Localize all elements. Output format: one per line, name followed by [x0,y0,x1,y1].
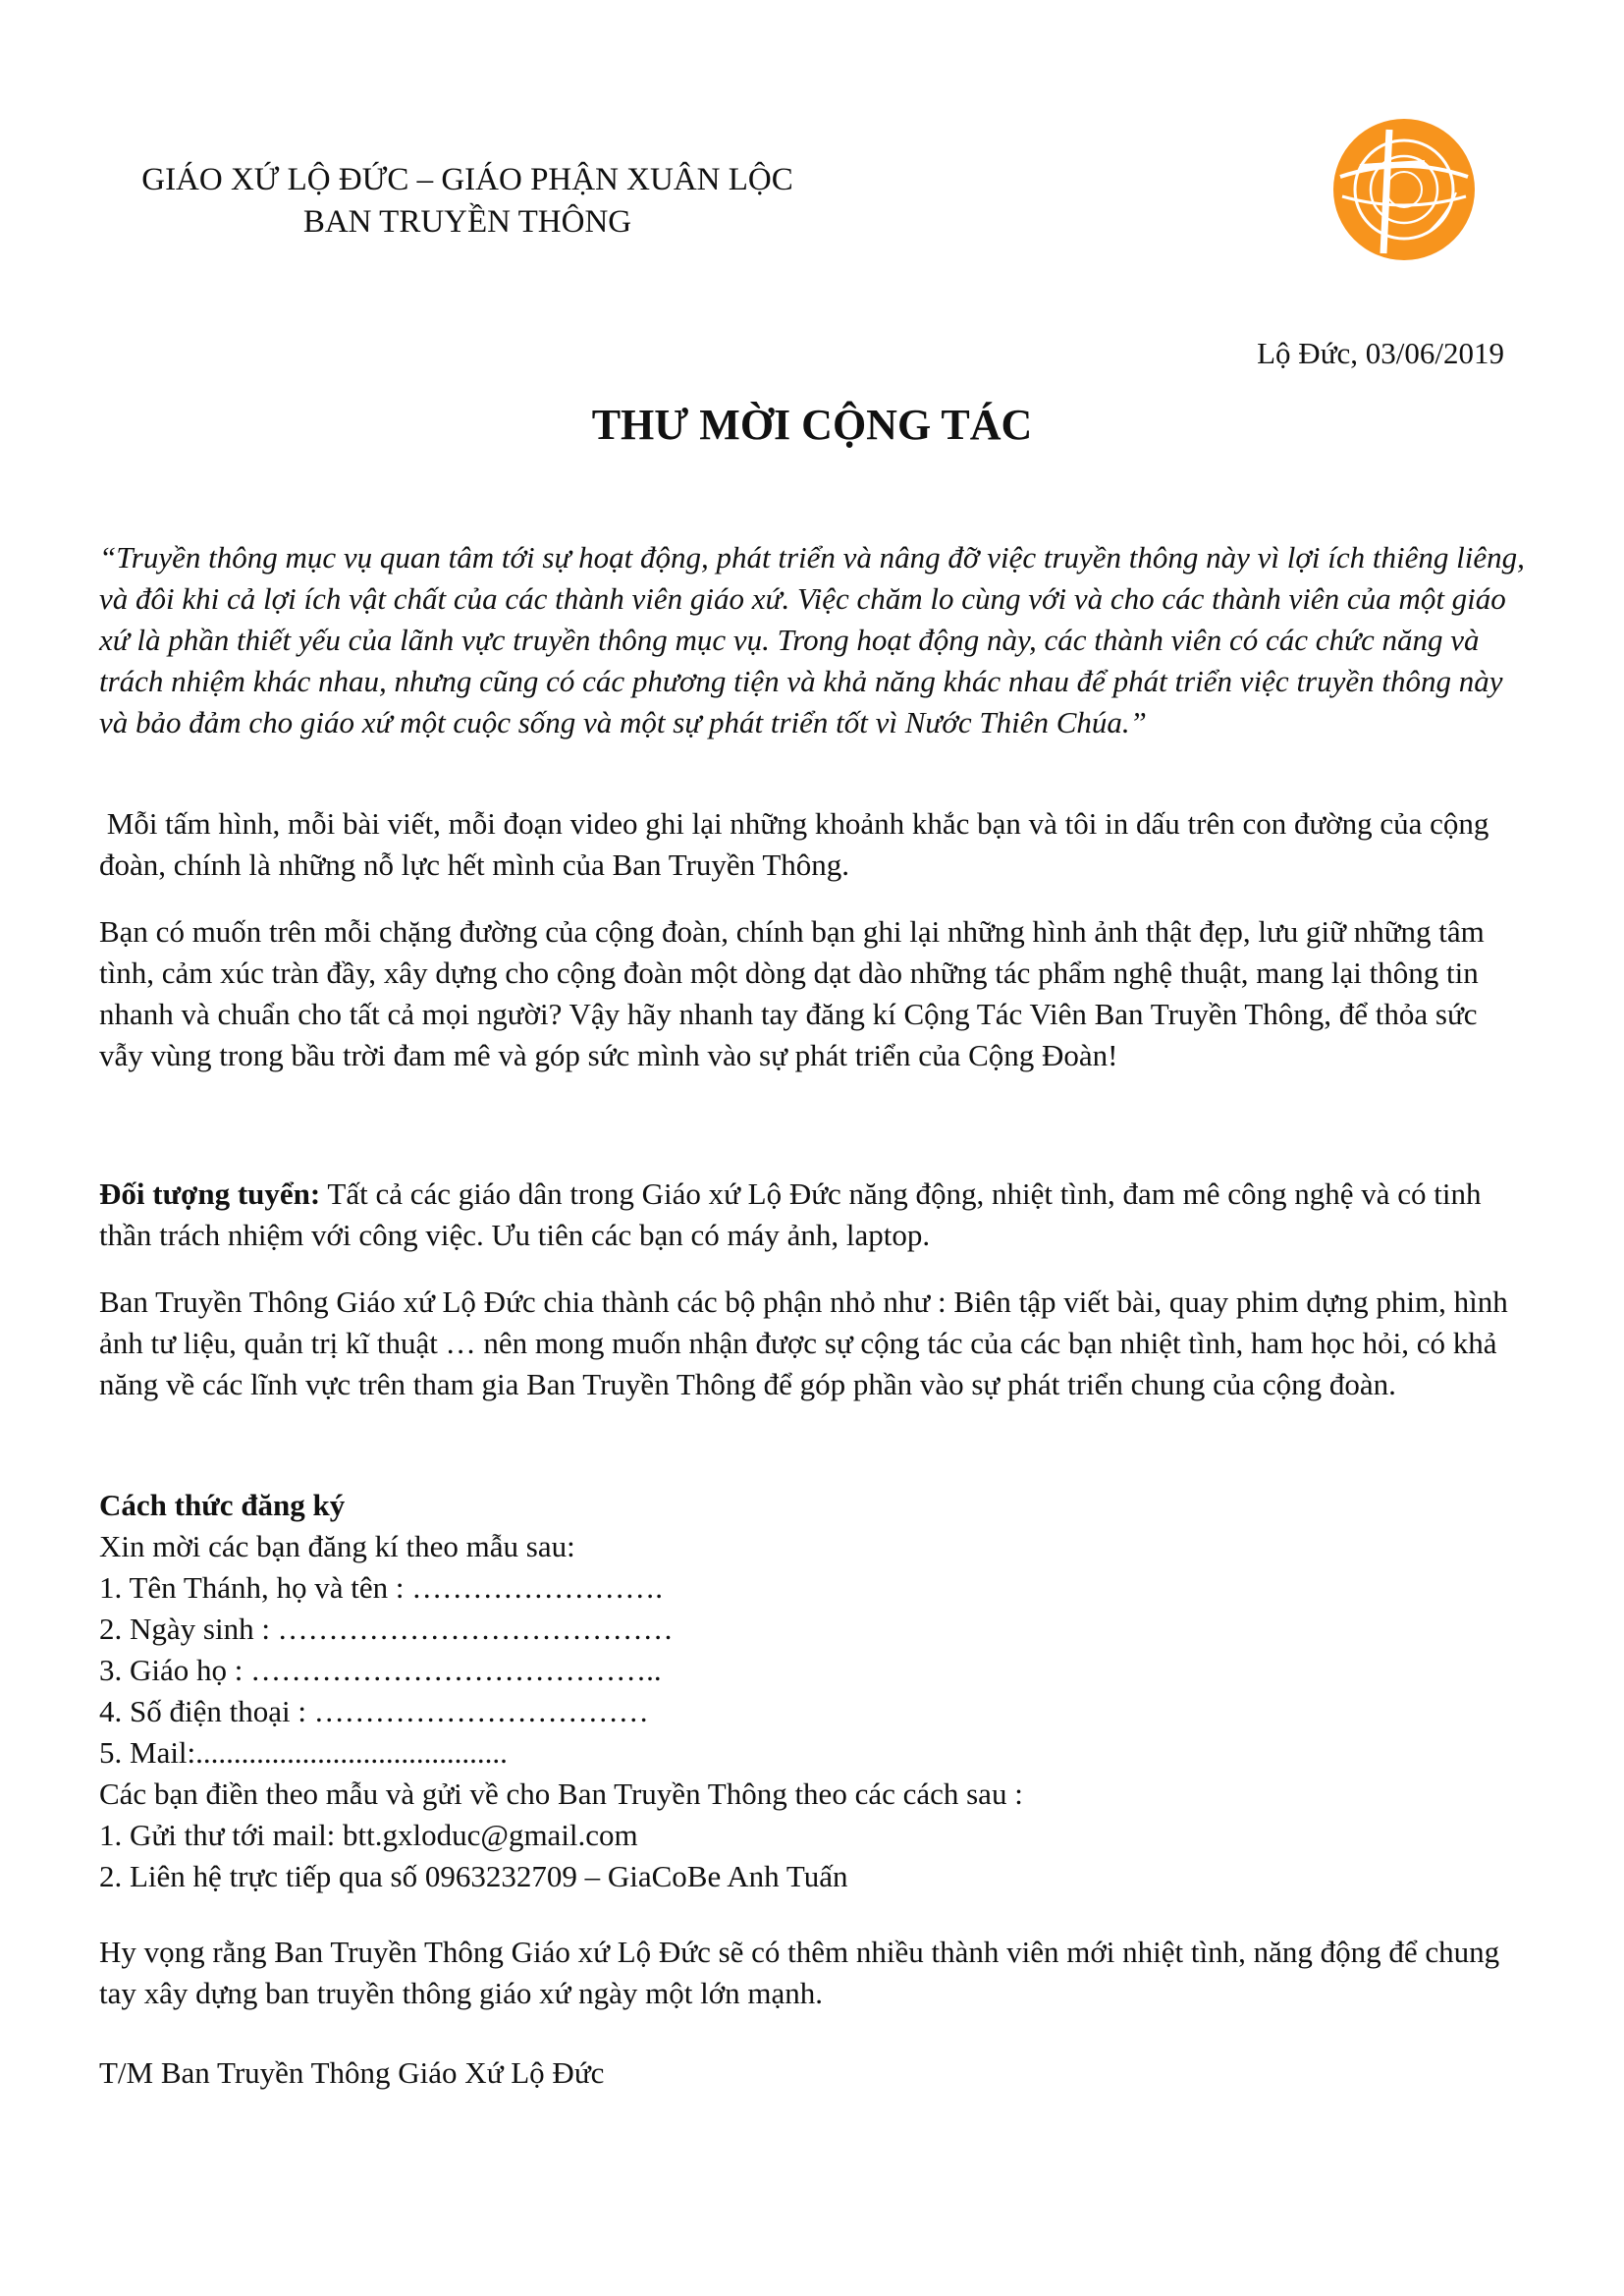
parish-name: GIÁO XỨ LỘ ĐỨC – GIÁO PHẬN XUÂN LỘC [141,162,793,197]
target-label: Đối tượng tuyển: [99,1176,321,1211]
registration-intro: Xin mời các bạn đăng kí theo mẫu sau: [99,1529,575,1563]
letter-title: THƯ MỜI CỘNG TÁC [591,401,1033,449]
closing-paragraph: Hy vọng rằng Ban Truyền Thông Giáo xứ Lộ Đức sẽ có thêm nhiều thành viên mới nhiệt tình, năng động để chung tay xây dựng ban truyền thông giáo xứ ngày một lớn mạnh. [99,1935,1500,2010]
departments-paragraph: Ban Truyền Thông Giáo xứ Lộ Đức chia thành các bộ phận nhỏ như : Biên tập viết bài, quay phim dựng phim, hình ảnh tư liệu, quản trị kĩ thuật … nên mong muốn nhận được sự cộng tác của các bạn nhiệt tình, ham học hỏi, có khả năng về các lĩnh vực trên tham gia Ban Truyền Thông để góp phần vào sự phát triển chung của cộng đoàn. [99,1285,1508,1401]
registration-heading: Cách thức đăng ký [99,1488,346,1522]
intro-paragraph: Mỗi tấm hình, mỗi bài viết, mỗi đoạn video ghi lại những khoảnh khắc bạn và tôi in dấu trên con đường của cộng đoàn, chính là những nỗ lực hết mình của Ban Truyền Thông. [99,806,1497,882]
department-name: BAN TRUYỀN THÔNG [302,204,632,240]
letter-date: Lộ Đức, 03/06/2019 [1257,336,1504,370]
invitation-paragraph: Bạn có muốn trên mỗi chặng đường của cộng đoàn, chính bạn ghi lại những hình ảnh thật đẹp, lưu giữ những tâm tình, cảm xúc tràn đầy, xây dựng cho cộng đoàn một dòng dạt dào những tác phẩm nghệ thuật, mang lại thông tin nhanh và chuẩn cho tất cả mọi người? Vậy hãy nhanh tay đăng kí Cộng Tác Viên Ban Truyền Thông, để thỏa sức vẫy vùng trong bầu trời đam mê và góp sức mình vào sự phát triển của Cộng Đoàn! [99,914,1485,1072]
registration-section [99,1485,1528,1897]
target-text: Tất cả các giáo dân trong Giáo xứ Lộ Đức năng động, nhiệt tình, đam mê công nghệ và có tinh thần trách nhiệm với công việc. Ưu tiên các bạn có máy ảnh, laptop. [99,1176,1489,1252]
target-paragraph [99,1174,1528,1256]
parish-media-logo [1330,116,1478,263]
quote-paragraph: “Truyền thông mục vụ quan tâm tới sự hoạt động, phát triển và nâng đỡ việc truyền thông này vì lợi ích thiêng liêng, và đôi khi cả lợi ích vật chất của các thành viên giáo xứ. Việc chăm lo cùng với và cho các thành viên của một giáo xứ là phần thiết yếu của lãnh vực truyền thông mục vụ. Trong hoạt động này, các thành viên có các chức năng và trách nhiệm khác nhau, nhưng cũng có các phương tiện và khả năng khác nhau để phát triển việc truyền thông này và bảo đảm cho giáo xứ một cuộc sống và một sự phát triển tốt vì Nước Thiên Chúa.” [99,540,1525,739]
contact-method-phone: 2. Liên hệ trực tiếp qua số 0963232709 – GiaCoBe Anh Tuấn [99,1859,848,1893]
form-field-name: 1. Tên Thánh, họ và tên : ……………………. [99,1570,664,1605]
form-field-parish-group: 3. Giáo họ : ………………………………….. [99,1653,662,1687]
form-field-birthdate: 2. Ngày sinh : ………………………………… [99,1612,674,1646]
form-field-mail: 5. Mail:......................................... [99,1735,508,1770]
send-intro: Các bạn điền theo mẫu và gửi về cho Ban Truyền Thông theo các cách sau : [99,1777,1023,1811]
form-field-phone: 4. Số điện thoại : …………………………… [99,1694,649,1728]
letterhead [124,159,811,244]
signature: T/M Ban Truyền Thông Giáo Xứ Lộ Đức [99,2055,605,2090]
contact-method-email: 1. Gửi thư tới mail: btt.gxloduc@gmail.com [99,1818,638,1852]
